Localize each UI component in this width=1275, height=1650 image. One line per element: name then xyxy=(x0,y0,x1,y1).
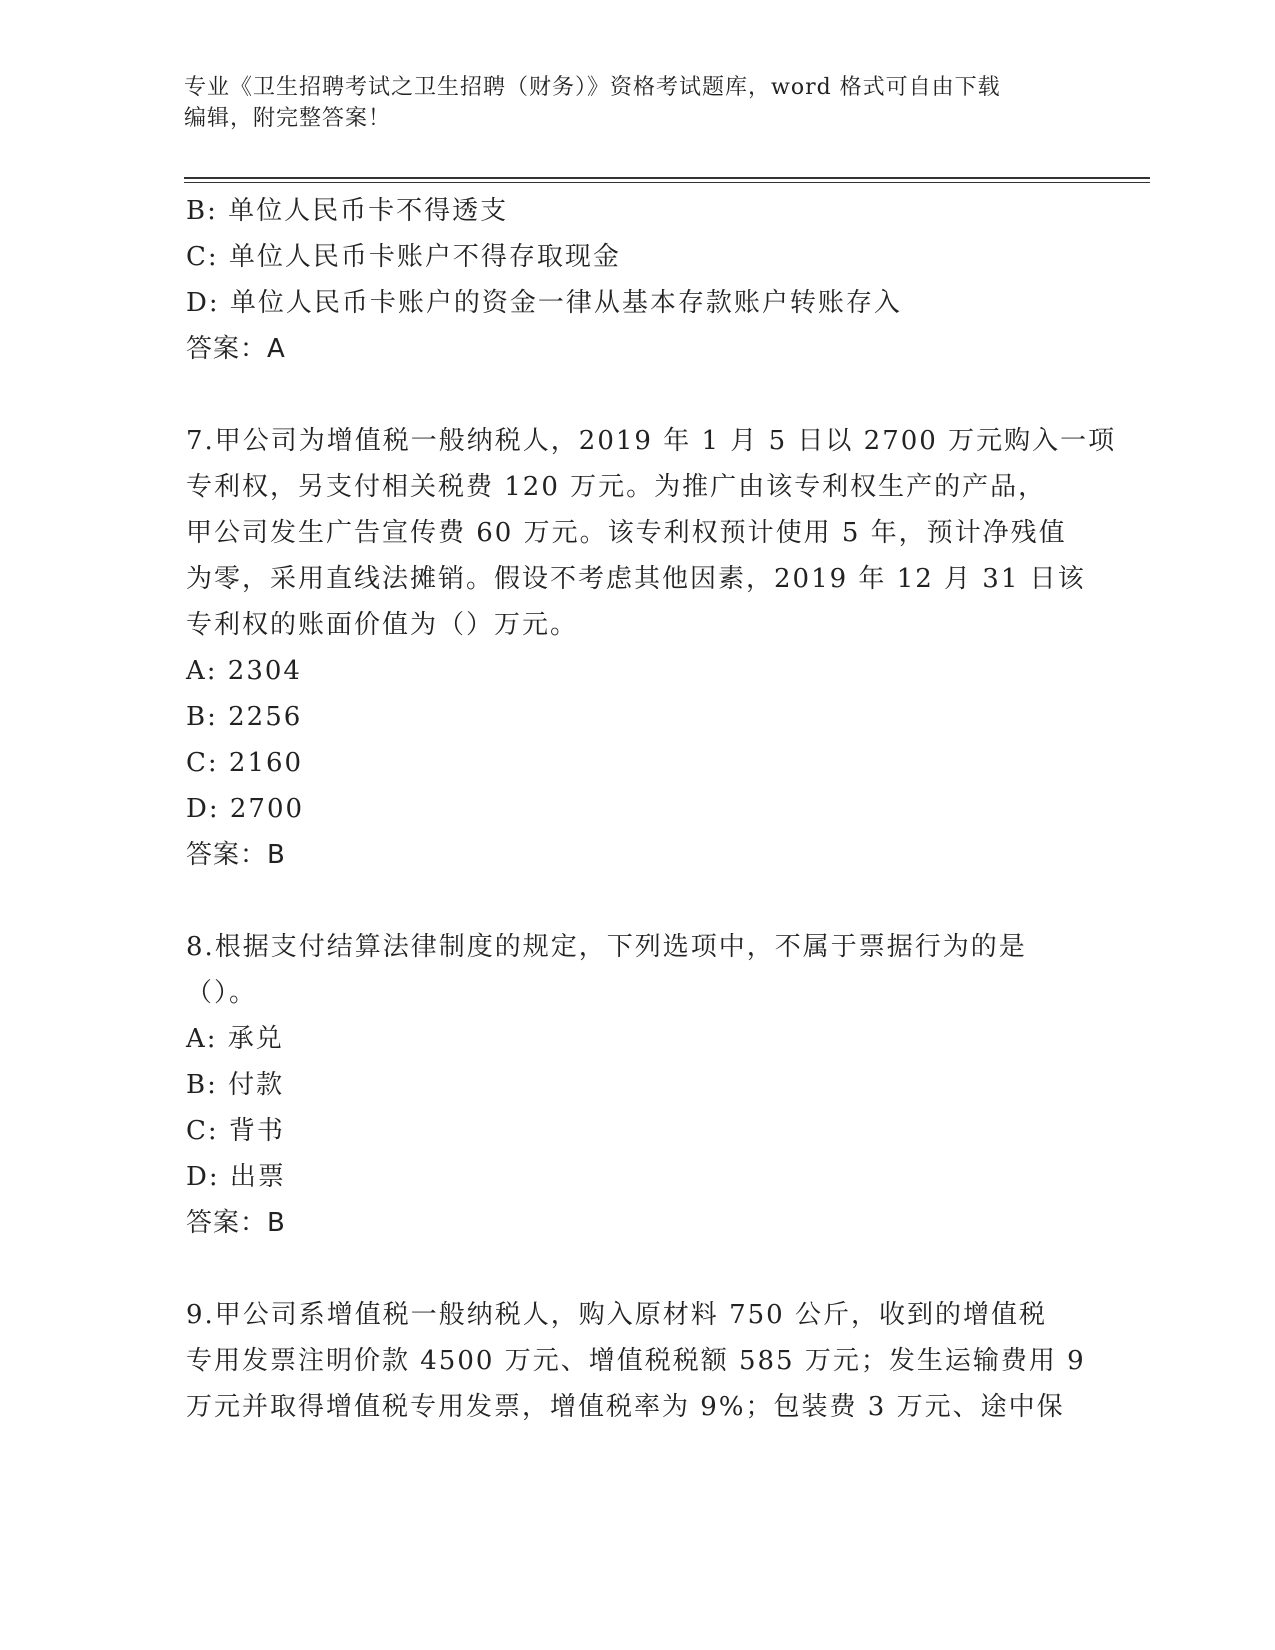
document-header xyxy=(184,72,1074,134)
question-text-line: 专利权，另支付相关税费 120 万元。为推广由该专利权生产的产品， xyxy=(186,472,1047,502)
spacer xyxy=(186,878,1086,924)
question-list xyxy=(186,188,1117,1430)
question-text-line: 专用发票注明价款 4500 万元、增值税税额 585 万元；发生运输费用 9 xyxy=(186,1346,1086,1376)
option-c: C: 2160 xyxy=(186,748,304,778)
option-a: A: 2304 xyxy=(186,656,302,686)
question-text-line: 8.根据支付结算法律制度的规定，下列选项中，不属于票据行为的是 xyxy=(186,932,1027,962)
option-b: B: 单位人民币卡不得透支 xyxy=(186,196,509,226)
question-text-line: （）。 xyxy=(186,978,258,1008)
question-8 xyxy=(186,924,1086,1246)
option-b: B: 2256 xyxy=(186,702,303,732)
spacer xyxy=(186,372,1086,418)
question-text-line: 专利权的账面价值为（）万元。 xyxy=(186,610,579,640)
question-7 xyxy=(186,418,1117,878)
question-9 xyxy=(186,1292,1086,1430)
header-divider-thin xyxy=(184,182,1150,183)
answer: 答案：A xyxy=(186,334,286,364)
question-text-line: 为零，采用直线法摊销。假设不考虑其他因素，2019 年 12 月 31 日该 xyxy=(186,564,1086,594)
header-line-1: 专业《卫生招聘考试之卫生招聘（财务）》资格考试题库，word 格式可自由下载 xyxy=(184,75,1001,100)
question-text-line: 9.甲公司系增值税一般纳税人，购入原材料 750 公斤，收到的增值税 xyxy=(186,1300,1047,1330)
option-d: D: 单位人民币卡账户的资金一律从基本存款账户转账存入 xyxy=(186,288,902,318)
answer: 答案：B xyxy=(186,1208,286,1238)
spacer xyxy=(186,1246,1086,1292)
option-c: C: 单位人民币卡账户不得存取现金 xyxy=(186,242,621,272)
option-b: B: 付款 xyxy=(186,1070,285,1100)
header-divider-thick xyxy=(184,177,1150,179)
answer: 答案：B xyxy=(186,840,286,870)
option-a: A: 承兑 xyxy=(186,1024,284,1054)
option-d: D: 2700 xyxy=(186,794,305,824)
option-d: D: 出票 xyxy=(186,1162,286,1192)
question-6-continued xyxy=(186,188,1086,372)
question-text-line: 甲公司发生广告宣传费 60 万元。该专利权预计使用 5 年，预计净残值 xyxy=(186,518,1067,548)
header-line-2: 编辑，附完整答案！ xyxy=(184,106,392,131)
question-text-line: 万元并取得增值税专用发票，增值税率为 9%；包装费 3 万元、途中保 xyxy=(186,1392,1065,1422)
option-c: C: 背书 xyxy=(186,1116,285,1146)
question-text-line: 7.甲公司为增值税一般纳税人，2019 年 1 月 5 日以 2700 万元购入一项 xyxy=(186,426,1117,456)
